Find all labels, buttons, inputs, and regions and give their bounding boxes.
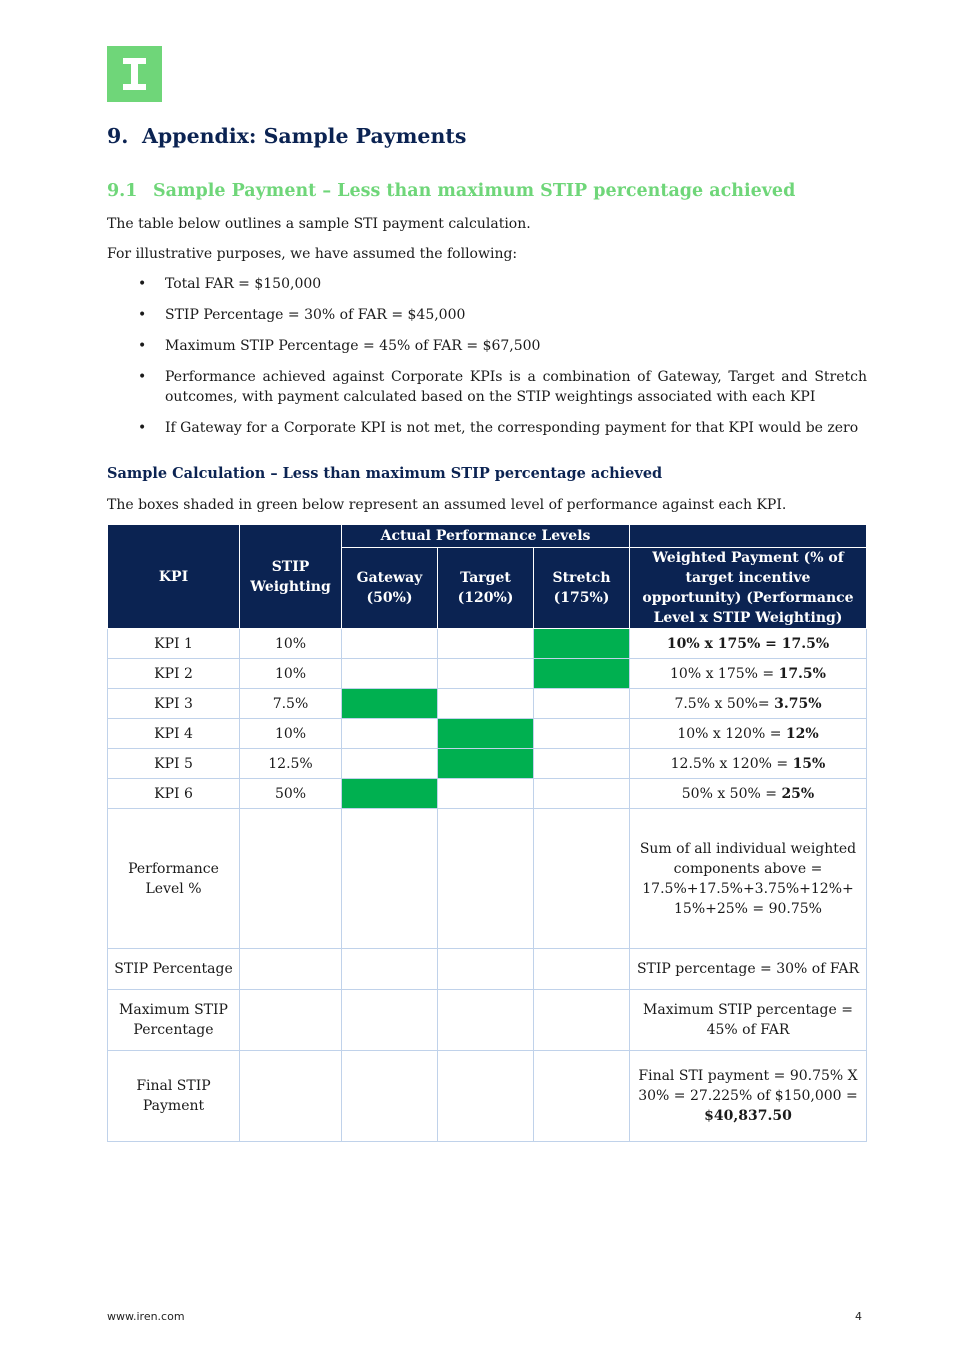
list-item: • Performance achieved against Corporate KPIs is a combination of Gateway, Target and Stretch outcomes, with payment calculated based on the STIP weightings associated with each KPI <box>107 367 867 407</box>
weighted-result: 17.5% <box>778 665 826 682</box>
summary-row <box>108 990 867 1051</box>
kpi-name: KPI 5 <box>108 749 240 779</box>
weighted-payment <box>630 779 867 809</box>
table-row <box>108 629 867 659</box>
summary-bold: $40,837.50 <box>704 1108 792 1124</box>
kpi-name: KPI 1 <box>108 629 240 659</box>
kpi-name: KPI 4 <box>108 719 240 749</box>
kpi-name: KPI 3 <box>108 689 240 719</box>
summary-row <box>108 1051 867 1142</box>
target-cell <box>438 719 534 749</box>
empty-cell <box>438 949 534 990</box>
weighted-formula: 10% x 120% = <box>677 725 786 742</box>
list-item: • If Gateway for a Corporate KPI is not met, the corresponding payment for that KPI would be zero <box>107 418 867 438</box>
table-row <box>108 689 867 719</box>
empty-cell <box>342 809 438 949</box>
summary-label: Performance Level % <box>108 809 240 949</box>
empty-cell <box>240 809 342 949</box>
empty-cell <box>534 1051 630 1142</box>
summary-text: Sum of all individual weighted components above = 17.5%+17.5%+3.75%+12%+ 15%+25% = 90.75% <box>639 840 857 917</box>
summary-row <box>108 809 867 949</box>
header-target: Target (120%) <box>438 548 534 629</box>
stretch-cell <box>534 719 630 749</box>
intro-paragraph-1: The table below outlines a sample STI payment calculation. <box>107 216 531 232</box>
header-actual-performance-levels: Actual Performance Levels <box>342 525 630 548</box>
stip-weighting: 10% <box>240 629 342 659</box>
weighted-result: 10% x 175% = 17.5% <box>666 635 830 652</box>
header-gateway: Gateway (50%) <box>342 548 438 629</box>
summary-row <box>108 949 867 990</box>
gateway-cell <box>342 779 438 809</box>
target-cell <box>438 659 534 689</box>
kpi-name: KPI 2 <box>108 659 240 689</box>
empty-cell <box>534 809 630 949</box>
weighted-result: 25% <box>781 785 815 802</box>
subsection-heading: 9.1 Sample Payment – Less than maximum STIP percentage achieved <box>107 181 796 201</box>
empty-cell <box>438 809 534 949</box>
list-item: • Maximum STIP Percentage = 45% of FAR = $67,500 <box>107 336 867 356</box>
calculation-heading: Sample Calculation – Less than maximum STIP percentage achieved <box>107 465 663 482</box>
list-item: • STIP Percentage = 30% of FAR = $45,000 <box>107 305 867 325</box>
empty-cell <box>342 949 438 990</box>
weighted-formula: 12.5% x 120% = <box>670 755 793 772</box>
summary-value <box>630 990 867 1051</box>
intro-paragraph-2: For illustrative purposes, we have assumed the following: <box>107 246 518 262</box>
gateway-cell <box>342 629 438 659</box>
stretch-cell <box>534 629 630 659</box>
logo-letter-i <box>107 46 162 102</box>
kpi-name: KPI 6 <box>108 779 240 809</box>
empty-cell <box>534 990 630 1051</box>
weighted-result: 15% <box>792 755 826 772</box>
company-logo <box>107 46 162 102</box>
table-row <box>108 719 867 749</box>
header-blank <box>630 525 867 548</box>
target-cell <box>438 749 534 779</box>
footer-url: www.iren.com <box>107 1310 185 1323</box>
weighted-payment <box>630 749 867 779</box>
empty-cell <box>240 990 342 1051</box>
empty-cell <box>240 1051 342 1142</box>
summary-text: STIP percentage = 30% of FAR <box>636 961 860 977</box>
target-cell <box>438 689 534 719</box>
stip-weighting: 7.5% <box>240 689 342 719</box>
empty-cell <box>342 990 438 1051</box>
empty-cell <box>438 990 534 1051</box>
empty-cell <box>240 949 342 990</box>
empty-cell <box>438 1051 534 1142</box>
summary-label: Maximum STIP Percentage <box>108 990 240 1051</box>
gateway-cell <box>342 719 438 749</box>
weighted-result: 12% <box>785 725 819 742</box>
weighted-payment <box>630 719 867 749</box>
stretch-cell <box>534 659 630 689</box>
gateway-cell <box>342 659 438 689</box>
stretch-cell <box>534 689 630 719</box>
summary-value <box>630 1051 867 1142</box>
summary-text: Final STI payment = 90.75% X 30% = 27.225% of $150,000 = <box>638 1068 858 1104</box>
calculation-note: The boxes shaded in green below represent an assumed level of performance against each KPI. <box>107 497 787 513</box>
empty-cell <box>342 1051 438 1142</box>
target-cell <box>438 779 534 809</box>
summary-label: Final STIP Payment <box>108 1051 240 1142</box>
table-row <box>108 749 867 779</box>
table-row <box>108 779 867 809</box>
header-kpi: KPI <box>108 525 240 629</box>
header-weighted-payment: Weighted Payment (% of target incentive opportunity) (Performance Level x STIP Weighting) <box>630 548 867 629</box>
stretch-cell <box>534 779 630 809</box>
sample-calculation-table <box>107 524 867 1142</box>
stip-weighting: 10% <box>240 659 342 689</box>
empty-cell <box>534 949 630 990</box>
summary-value <box>630 809 867 949</box>
gateway-cell <box>342 749 438 779</box>
stretch-cell <box>534 749 630 779</box>
assumptions-list <box>107 274 867 449</box>
weighted-result: 3.75% <box>774 695 822 712</box>
stip-weighting: 10% <box>240 719 342 749</box>
target-cell <box>438 629 534 659</box>
gateway-cell <box>342 689 438 719</box>
stip-weighting: 12.5% <box>240 749 342 779</box>
page-number: 4 <box>855 1310 862 1323</box>
stip-weighting: 50% <box>240 779 342 809</box>
weighted-payment <box>630 659 867 689</box>
weighted-formula: 10% x 175% = <box>670 665 779 682</box>
table-row <box>108 659 867 689</box>
header-stip-weighting: STIP Weighting <box>240 525 342 629</box>
summary-label: STIP Percentage <box>108 949 240 990</box>
section-heading: 9. Appendix: Sample Payments <box>107 124 467 148</box>
list-item: • Total FAR = $150,000 <box>107 274 867 294</box>
weighted-formula: 7.5% x 50%= <box>674 695 775 712</box>
weighted-payment <box>630 629 867 659</box>
summary-value <box>630 949 867 990</box>
summary-text: Maximum STIP percentage = 45% of FAR <box>643 1002 853 1038</box>
weighted-payment <box>630 689 867 719</box>
weighted-formula: 50% x 50% = <box>681 785 782 802</box>
header-stretch: Stretch (175%) <box>534 548 630 629</box>
